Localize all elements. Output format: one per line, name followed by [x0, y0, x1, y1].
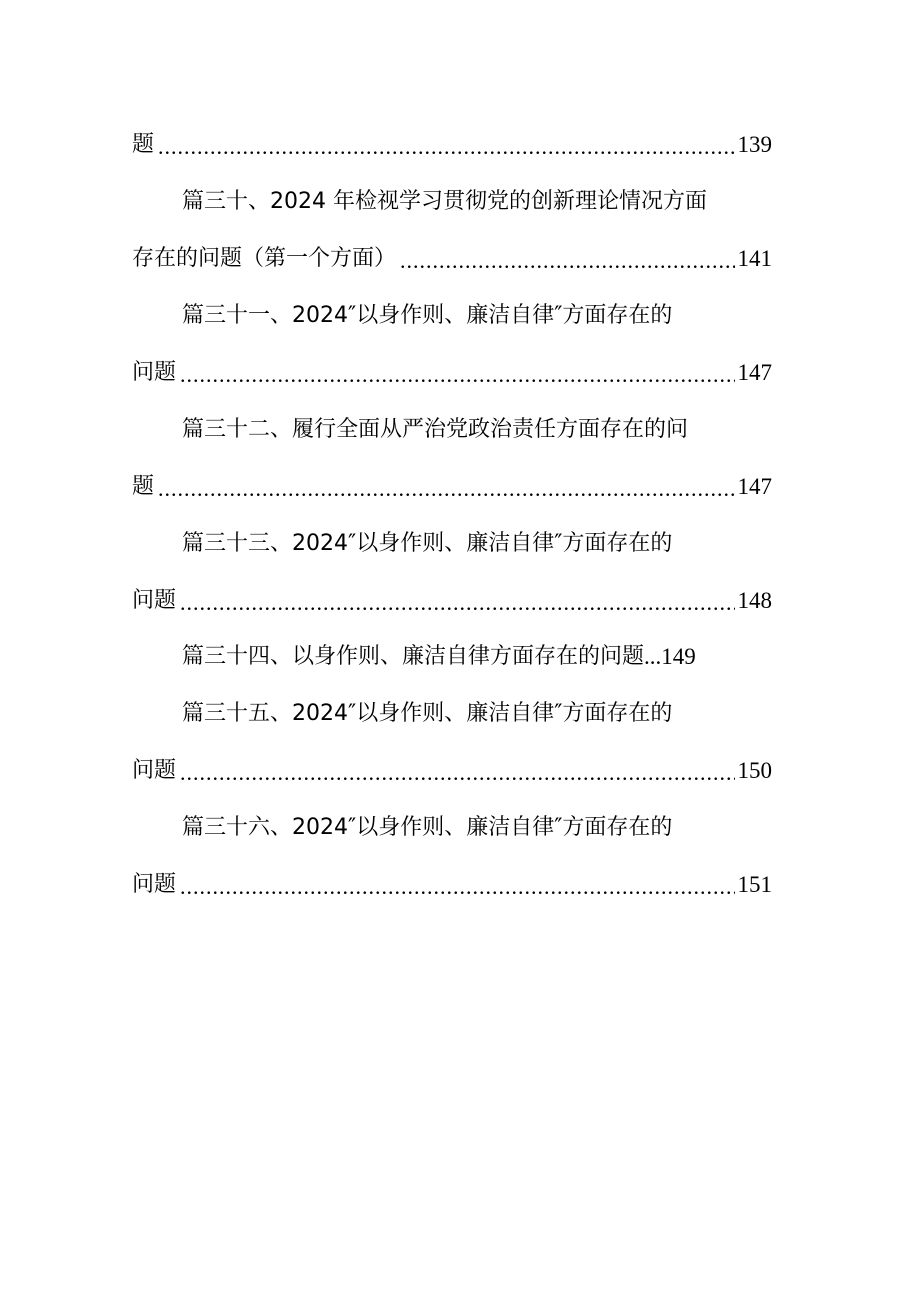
- toc-entry-title: 篇三十三、2024″以身作则、廉洁自律″方面存在的: [182, 531, 673, 556]
- toc-entry-line[interactable]: [132, 458, 772, 515]
- toc-page-number: 148: [737, 588, 772, 613]
- toc-entry-heading[interactable]: [132, 287, 772, 344]
- toc-entry-title: 题: [132, 132, 155, 157]
- toc-entry-line[interactable]: [132, 116, 772, 173]
- dot-leader: [180, 744, 734, 799]
- toc-entry-title: 题: [132, 474, 155, 499]
- dot-leader: [180, 574, 734, 629]
- toc-entry-title: 问题: [132, 872, 177, 897]
- toc-entry-line[interactable]: [132, 742, 772, 799]
- toc-page-number: 147: [737, 474, 772, 499]
- toc-entry-heading[interactable]: [132, 401, 772, 458]
- toc-entry-title: 问题: [132, 588, 177, 613]
- toc-page-number: 151: [737, 872, 772, 897]
- toc-page-number: 150: [737, 758, 772, 783]
- toc-entry-title: 篇三十、2024 年检视学习贯彻党的创新理论情况方面: [182, 189, 707, 214]
- toc-page-number: 141: [737, 246, 772, 271]
- toc-entry-title: 篇三十一、2024″以身作则、廉洁自律″方面存在的: [182, 303, 673, 328]
- toc-entry-line[interactable]: [132, 572, 772, 629]
- toc-entry-title: 篇三十五、2024″以身作则、廉洁自律″方面存在的: [182, 701, 673, 726]
- dot-leader: [400, 232, 734, 287]
- toc-entry-heading[interactable]: [132, 685, 772, 742]
- toc-entry-title: 存在的问题（第一个方面）: [132, 246, 397, 271]
- dot-leader: [158, 460, 734, 515]
- toc-entry-title: 问题: [132, 758, 177, 783]
- toc-entry-title: 问题: [132, 360, 177, 385]
- toc-page-number: 139: [737, 132, 772, 157]
- toc-entry-heading[interactable]: [132, 515, 772, 572]
- toc-entry-title: 篇三十四、以身作则、廉洁自律方面存在的问题: [182, 644, 645, 669]
- dot-leader: [158, 118, 734, 173]
- toc-entry-title: 篇三十六、2024″以身作则、廉洁自律″方面存在的: [182, 815, 673, 840]
- toc-entry-title: 篇三十二、履行全面从严治党政治责任方面存在的问: [182, 417, 689, 442]
- toc-entry-line[interactable]: [132, 230, 772, 287]
- toc-page-number: 147: [737, 360, 772, 385]
- toc-entry-line[interactable]: [132, 344, 772, 401]
- dot-leader: [180, 858, 734, 913]
- toc-entry-line[interactable]: [132, 856, 772, 913]
- table-of-contents: [132, 116, 772, 913]
- toc-page-number: 149: [661, 644, 696, 669]
- toc-entry-heading[interactable]: [132, 173, 772, 230]
- toc-entry-line[interactable]: [132, 629, 772, 685]
- dot-leader: ...: [644, 644, 662, 669]
- dot-leader: [180, 346, 734, 401]
- toc-entry-heading[interactable]: [132, 799, 772, 856]
